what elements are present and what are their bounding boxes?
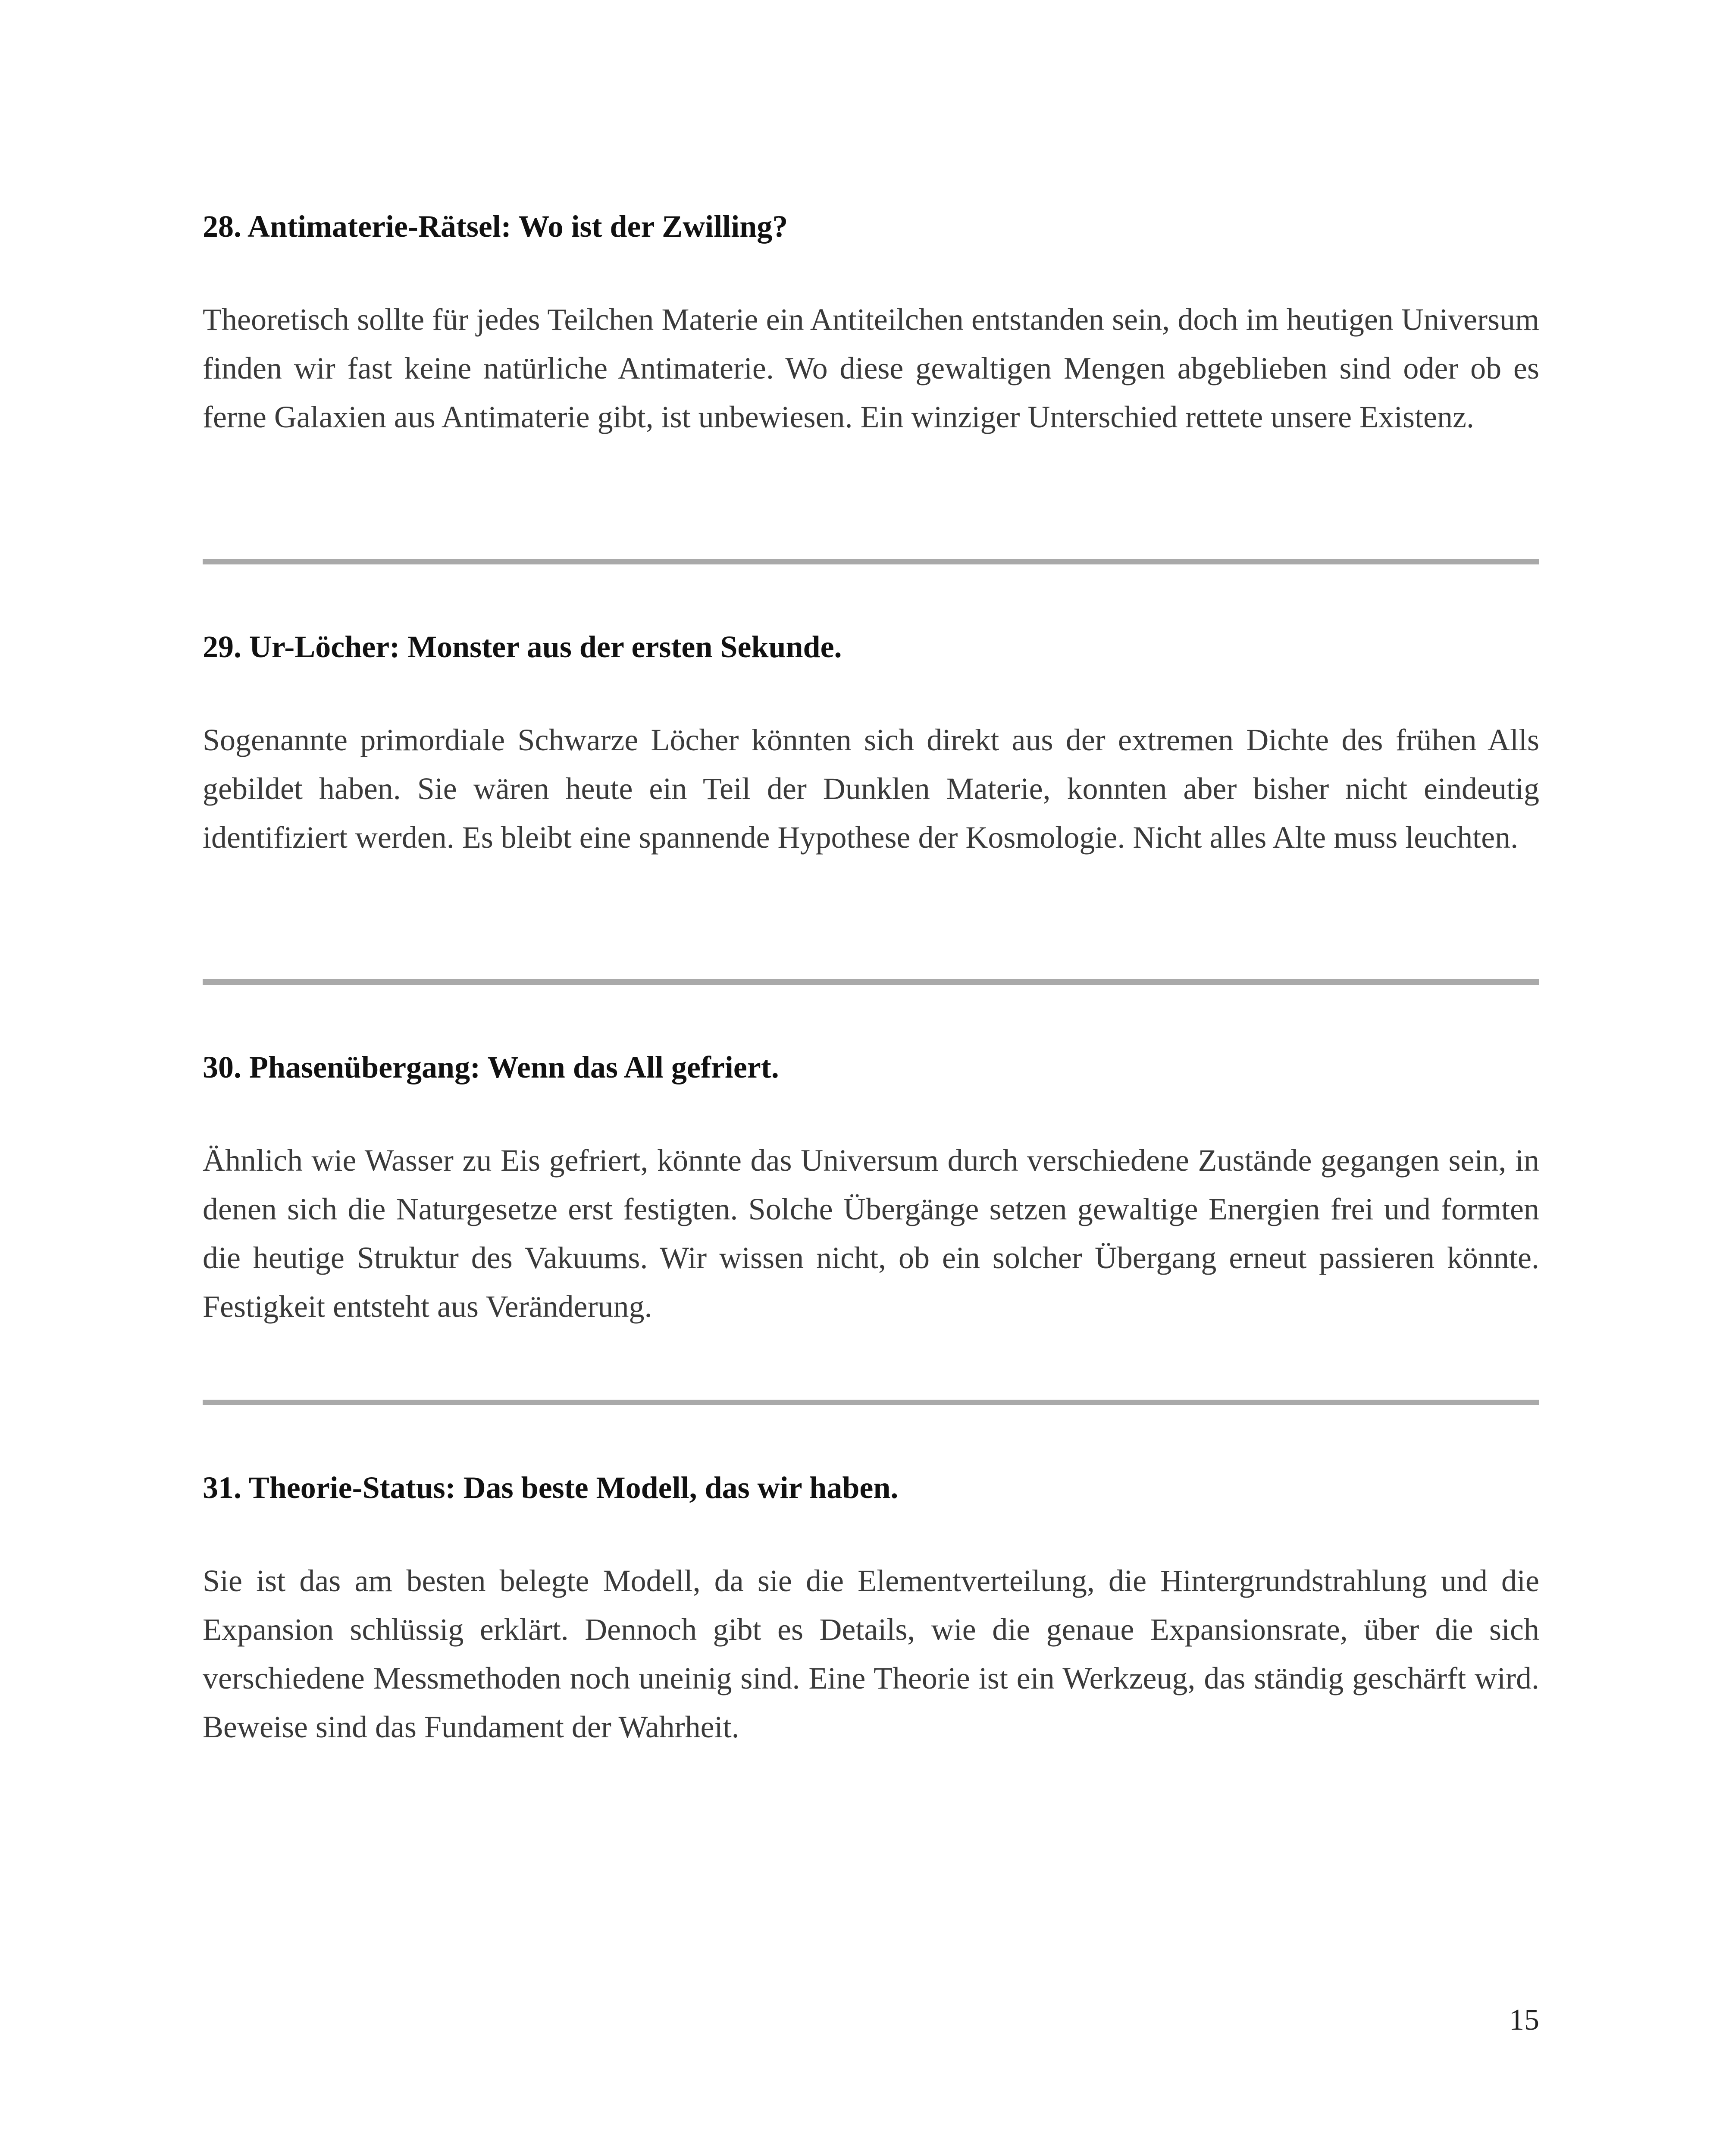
section-divider xyxy=(203,979,1539,985)
page-number: 15 xyxy=(1509,2003,1539,2037)
section-body: Ähnlich wie Wasser zu Eis gefriert, könnte das Universum durch verschiedene Zustände gegangen sein, in denen sich die Naturgesetze erst festigten. Solche Übergänge setzen gewaltige Energien frei und formten die heutige Struktur des Vakuums. Wir wissen nicht, ob ein solcher Übergang erneut passieren könnte. Festigkeit entsteht aus Veränderung. xyxy=(203,1143,1539,1324)
section-heading: 30. Phasenübergang: Wenn das All gefriert. xyxy=(203,1050,779,1084)
section-heading: 28. Antimaterie-Rätsel: Wo ist der Zwilling? xyxy=(203,209,788,244)
section-heading: 29. Ur-Löcher: Monster aus der ersten Sekunde. xyxy=(203,630,842,664)
section-body: Sie ist das am besten belegte Modell, da sie die Elementverteilung, die Hintergrundstrahlung und die Expansion schlüssig erklärt. Dennoch gibt es Details, wie die genaue Expansionsrate, über die sich verschiedene Messmethoden noch uneinig sind. Eine Theorie ist ein Werkzeug, das ständig geschärft wird. Beweise sind das Fundament der Wahrheit. xyxy=(203,1564,1539,1744)
section-body: Theoretisch sollte für jedes Teilchen Materie ein Antiteilchen entstanden sein, doch im heutigen Universum finden wir fast keine natürliche Antimaterie. Wo diese gewaltigen Mengen abgeblieben sind oder ob es ferne Galaxien aus Antimaterie gibt, ist unbewiesen. Ein winziger Unterschied rettete unsere Existenz. xyxy=(203,302,1539,434)
section-heading: 31. Theorie-Status: Das beste Modell, das wir haben. xyxy=(203,1470,899,1505)
section-divider xyxy=(203,1400,1539,1405)
section-body: Sogenannte primordiale Schwarze Löcher könnten sich direkt aus der extremen Dichte des frühen Alls gebildet haben. Sie wären heute ein Teil der Dunklen Materie, konnten aber bisher nicht eindeutig identifiziert werden. Es bleibt eine spannende Hypothese der Kosmologie. Nicht alles Alte muss leuchten. xyxy=(203,723,1539,855)
section-divider xyxy=(203,559,1539,564)
